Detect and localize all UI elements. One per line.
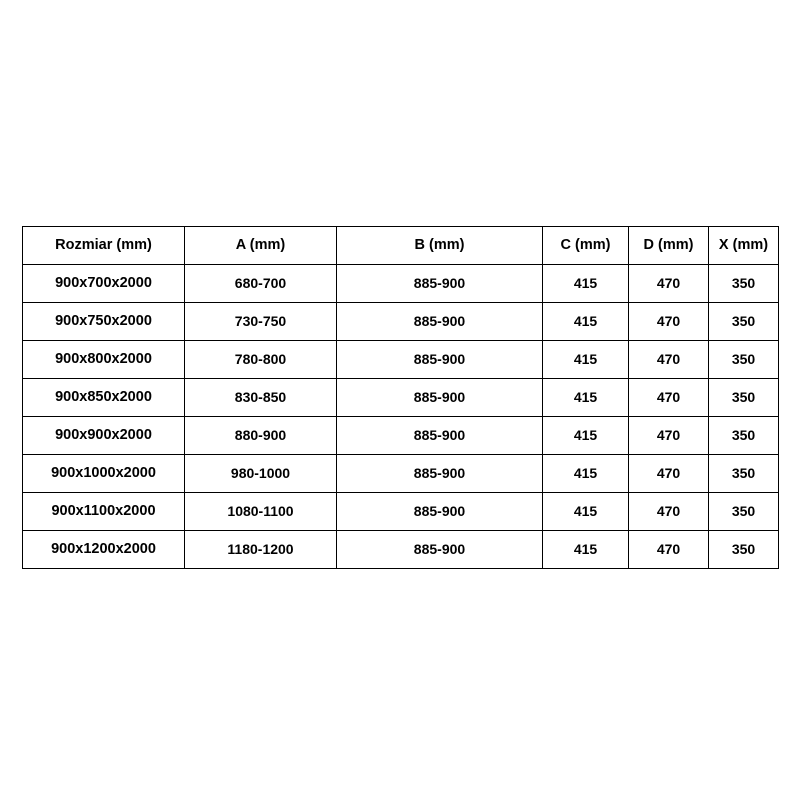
table-row xyxy=(23,303,779,341)
cell-c: 415 xyxy=(543,303,629,341)
cell-d: 470 xyxy=(629,531,709,569)
cell-b: 885-900 xyxy=(337,531,543,569)
cell-b: 885-900 xyxy=(337,265,543,303)
cell-c: 415 xyxy=(543,341,629,379)
cell-a: 1180-1200 xyxy=(185,531,337,569)
cell-size: 900x850x2000 xyxy=(23,379,185,417)
dimensions-table xyxy=(22,226,779,569)
column-header-d: D (mm) xyxy=(629,227,709,265)
cell-size: 900x1100x2000 xyxy=(23,493,185,531)
table-row xyxy=(23,379,779,417)
table-header xyxy=(23,227,779,265)
cell-b: 885-900 xyxy=(337,493,543,531)
cell-b: 885-900 xyxy=(337,417,543,455)
cell-d: 470 xyxy=(629,417,709,455)
column-header-a: A (mm) xyxy=(185,227,337,265)
cell-c: 415 xyxy=(543,265,629,303)
cell-d: 470 xyxy=(629,493,709,531)
table-row xyxy=(23,341,779,379)
cell-b: 885-900 xyxy=(337,341,543,379)
cell-b: 885-900 xyxy=(337,303,543,341)
table-row xyxy=(23,455,779,493)
cell-c: 415 xyxy=(543,531,629,569)
cell-a: 880-900 xyxy=(185,417,337,455)
cell-d: 470 xyxy=(629,303,709,341)
table-row xyxy=(23,493,779,531)
cell-x: 350 xyxy=(709,265,779,303)
cell-x: 350 xyxy=(709,341,779,379)
column-header-b: B (mm) xyxy=(337,227,543,265)
cell-a: 980-1000 xyxy=(185,455,337,493)
cell-c: 415 xyxy=(543,417,629,455)
cell-size: 900x900x2000 xyxy=(23,417,185,455)
table-row xyxy=(23,531,779,569)
cell-d: 470 xyxy=(629,455,709,493)
cell-a: 730-750 xyxy=(185,303,337,341)
column-header-size: Rozmiar (mm) xyxy=(23,227,185,265)
cell-c: 415 xyxy=(543,379,629,417)
cell-x: 350 xyxy=(709,303,779,341)
cell-size: 900x700x2000 xyxy=(23,265,185,303)
cell-x: 350 xyxy=(709,379,779,417)
cell-a: 1080-1100 xyxy=(185,493,337,531)
column-header-x: X (mm) xyxy=(709,227,779,265)
cell-b: 885-900 xyxy=(337,455,543,493)
table-row xyxy=(23,265,779,303)
spec-table-container xyxy=(22,226,778,569)
cell-a: 780-800 xyxy=(185,341,337,379)
cell-c: 415 xyxy=(543,455,629,493)
table-header-row xyxy=(23,227,779,265)
cell-size: 900x800x2000 xyxy=(23,341,185,379)
cell-x: 350 xyxy=(709,493,779,531)
cell-d: 470 xyxy=(629,341,709,379)
cell-a: 680-700 xyxy=(185,265,337,303)
cell-d: 470 xyxy=(629,265,709,303)
column-header-c: C (mm) xyxy=(543,227,629,265)
cell-d: 470 xyxy=(629,379,709,417)
cell-x: 350 xyxy=(709,417,779,455)
cell-size: 900x1000x2000 xyxy=(23,455,185,493)
cell-c: 415 xyxy=(543,493,629,531)
cell-size: 900x1200x2000 xyxy=(23,531,185,569)
table-row xyxy=(23,417,779,455)
table-body xyxy=(23,265,779,569)
cell-x: 350 xyxy=(709,531,779,569)
cell-a: 830-850 xyxy=(185,379,337,417)
cell-b: 885-900 xyxy=(337,379,543,417)
cell-size: 900x750x2000 xyxy=(23,303,185,341)
cell-x: 350 xyxy=(709,455,779,493)
